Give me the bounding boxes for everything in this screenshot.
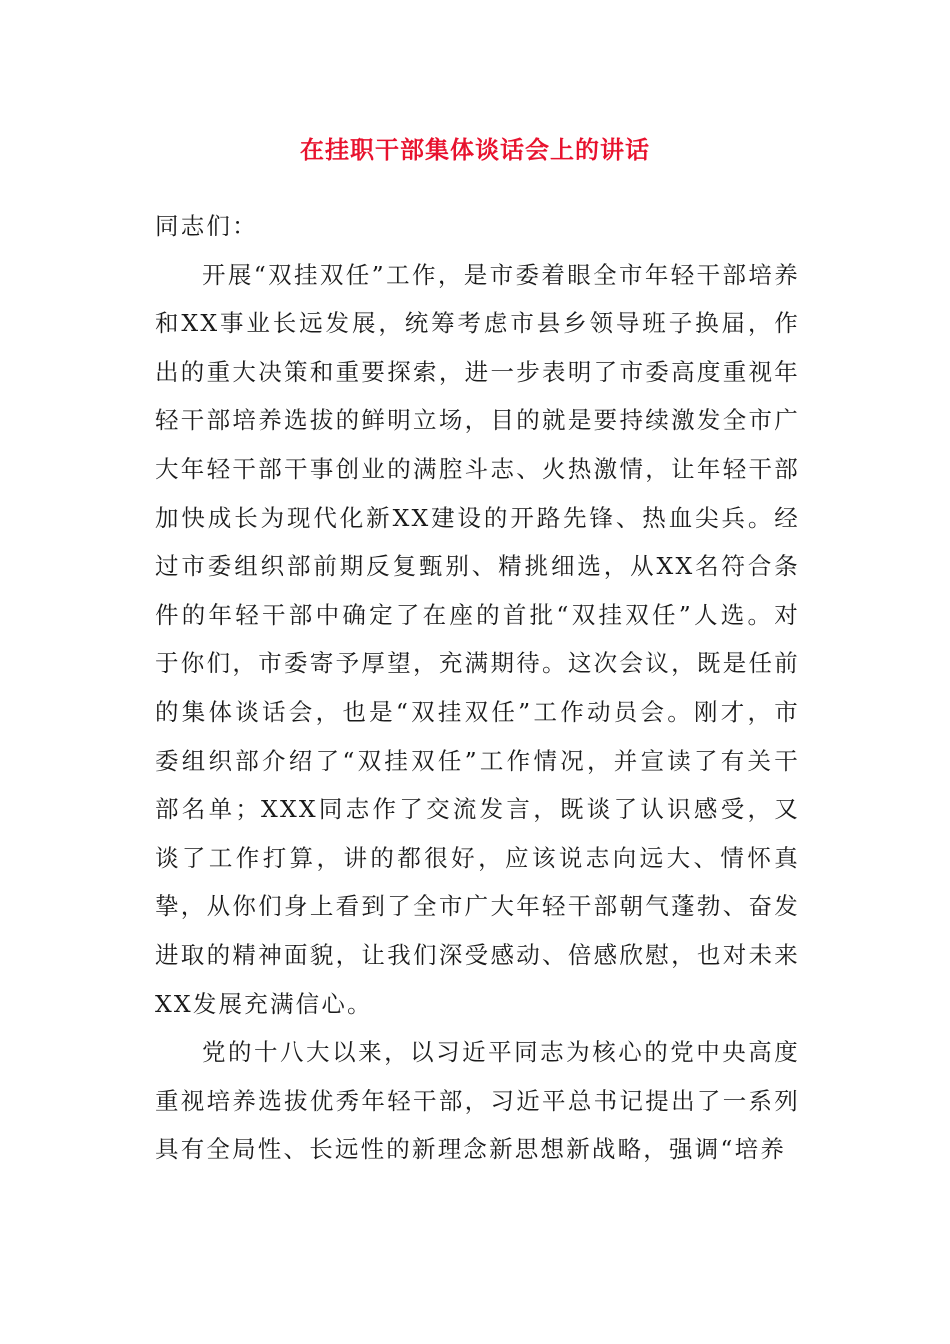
paragraph-1: 开展“双挂双任”工作，是市委着眼全市年轻干部培养和XX事业长远发展，统筹考虑市县乡领导班子换届，作出的重大决策和重要探索，进一步表明了市委高度重视年轻干部培养选拔的鲜明立场，目的就是要持续激发全市广大年轻干部干事创业的满腔斗志、火热激情，让年轻干部加快成长为现代化新XX建设的开路先锋、热血尖兵。经过市委组织部前期反复甄别、精挑细选，从XX名符合条件的年轻干部中确定了在座的首批“双挂双任”人选。对于你们，市委寄予厚望，充满期待。这次会议，既是任前的集体谈话会，也是“双挂双任”工作动员会。刚才，市委组织部介绍了“双挂双任”工作情况，并宣读了有关干部名单；XXX同志作了交流发言，既谈了认识感受，又谈了工作打算，讲的都很好，应该说志向远大、情怀真挚，从你们身上看到了全市广大年轻干部朝气蓬勃、奋发进取的精神面貌，让我们深受感动、倍感欣慰，也对未来XX发展充满信心。 [155,260,800,1018]
salutation: 同志们： [155,212,258,240]
document-title: 在挂职干部集体谈话会上的讲话 [300,135,650,164]
document-body [155,202,800,1174]
paragraph-2: 党的十八大以来，以习近平同志为核心的党中央高度重视培养选拔优秀年轻干部，习近平总书记提出了一系列具有全局性、长远性的新理念新思想新战略，强调“培养 [155,1038,800,1164]
